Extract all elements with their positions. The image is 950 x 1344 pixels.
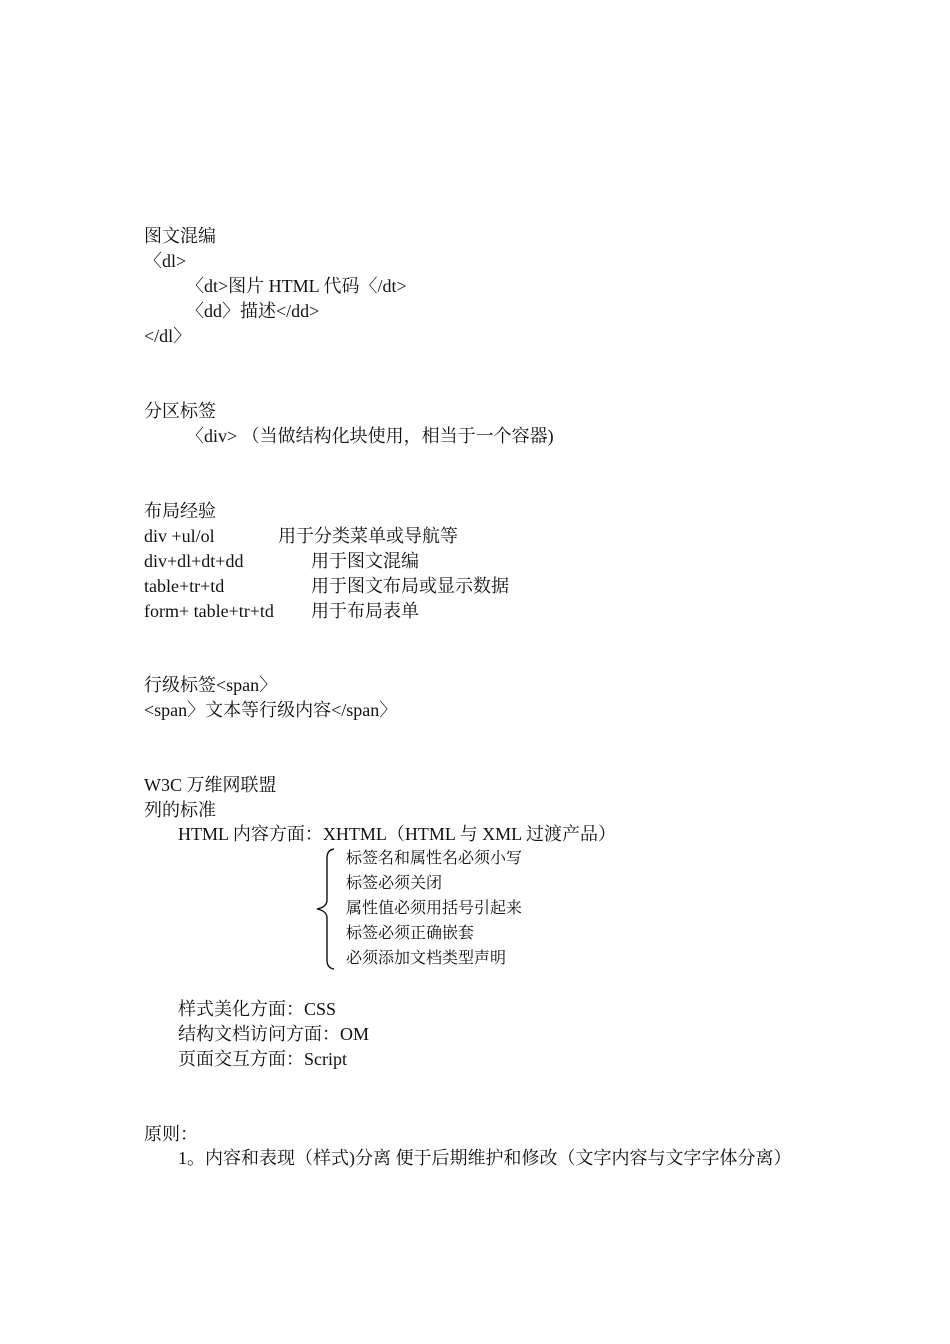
layout-row-usage: 用于分类菜单或导航等 — [278, 526, 458, 546]
layout-row-usage: 用于布局表单 — [311, 601, 419, 621]
layout-row-combo: div+dl+dt+dd — [144, 551, 244, 571]
xhtml-rule-item: 属性值必须用括号引起来 — [346, 900, 523, 917]
section-title-layout: 布局经验 — [144, 501, 216, 521]
code-line-dl-open: 〈dl> — [144, 251, 187, 271]
layout-row-combo: form+ table+tr+td — [144, 601, 274, 621]
xhtml-rule-item: 标签名和属性名必须小写 — [346, 850, 523, 867]
section-title-inline: 行级标签<span〉 — [144, 675, 278, 695]
layout-row-combo: div +ul/ol — [144, 526, 215, 546]
layout-row-usage: 用于图文布局或显示数据 — [311, 576, 509, 596]
w3c-om-line: 结构文档访问方面：OM — [178, 1024, 370, 1044]
xhtml-rule-item: 标签必须关闭 — [346, 875, 443, 892]
layout-row — [144, 599, 844, 623]
w3c-html-line: HTML 内容方面：XHTML（HTML 与 XML 过渡产品） — [178, 824, 616, 844]
left-brace-icon — [314, 848, 338, 970]
layout-row-combo: table+tr+td — [144, 576, 225, 596]
layout-row — [144, 524, 844, 548]
principle-item-1: 1。内容和表现（样式)分离 便于后期维护和修改（文字内容与文字字体分离） — [178, 1148, 792, 1168]
layout-row — [144, 549, 844, 573]
section-title-mixed: 图文混编 — [144, 226, 216, 246]
w3c-script-line: 页面交互方面：Script — [178, 1049, 347, 1069]
partition-div-line: 〈div> （当做结构化块使用，相当于一个容器) — [186, 426, 554, 446]
layout-row — [144, 574, 844, 598]
section-title-partition: 分区标签 — [144, 401, 216, 421]
section-title-principle: 原则： — [144, 1124, 198, 1144]
xhtml-rule-item: 必须添加文档类型声明 — [346, 950, 507, 967]
code-line-dt: 〈dt>图片 HTML 代码〈/dt> — [186, 276, 407, 296]
w3c-subtitle: 列的标准 — [144, 800, 216, 820]
xhtml-rule-item: 标签必须正确嵌套 — [346, 925, 475, 942]
layout-row-usage: 用于图文混编 — [311, 551, 419, 571]
w3c-css-line: 样式美化方面：CSS — [178, 999, 337, 1019]
code-line-dd: 〈dd〉描述</dd> — [186, 301, 320, 321]
code-line-dl-close: </dl〉 — [144, 326, 192, 346]
inline-span-line: <span〉文本等行级内容</span〉 — [144, 700, 398, 720]
section-title-w3c: W3C 万维网联盟 — [144, 775, 277, 795]
